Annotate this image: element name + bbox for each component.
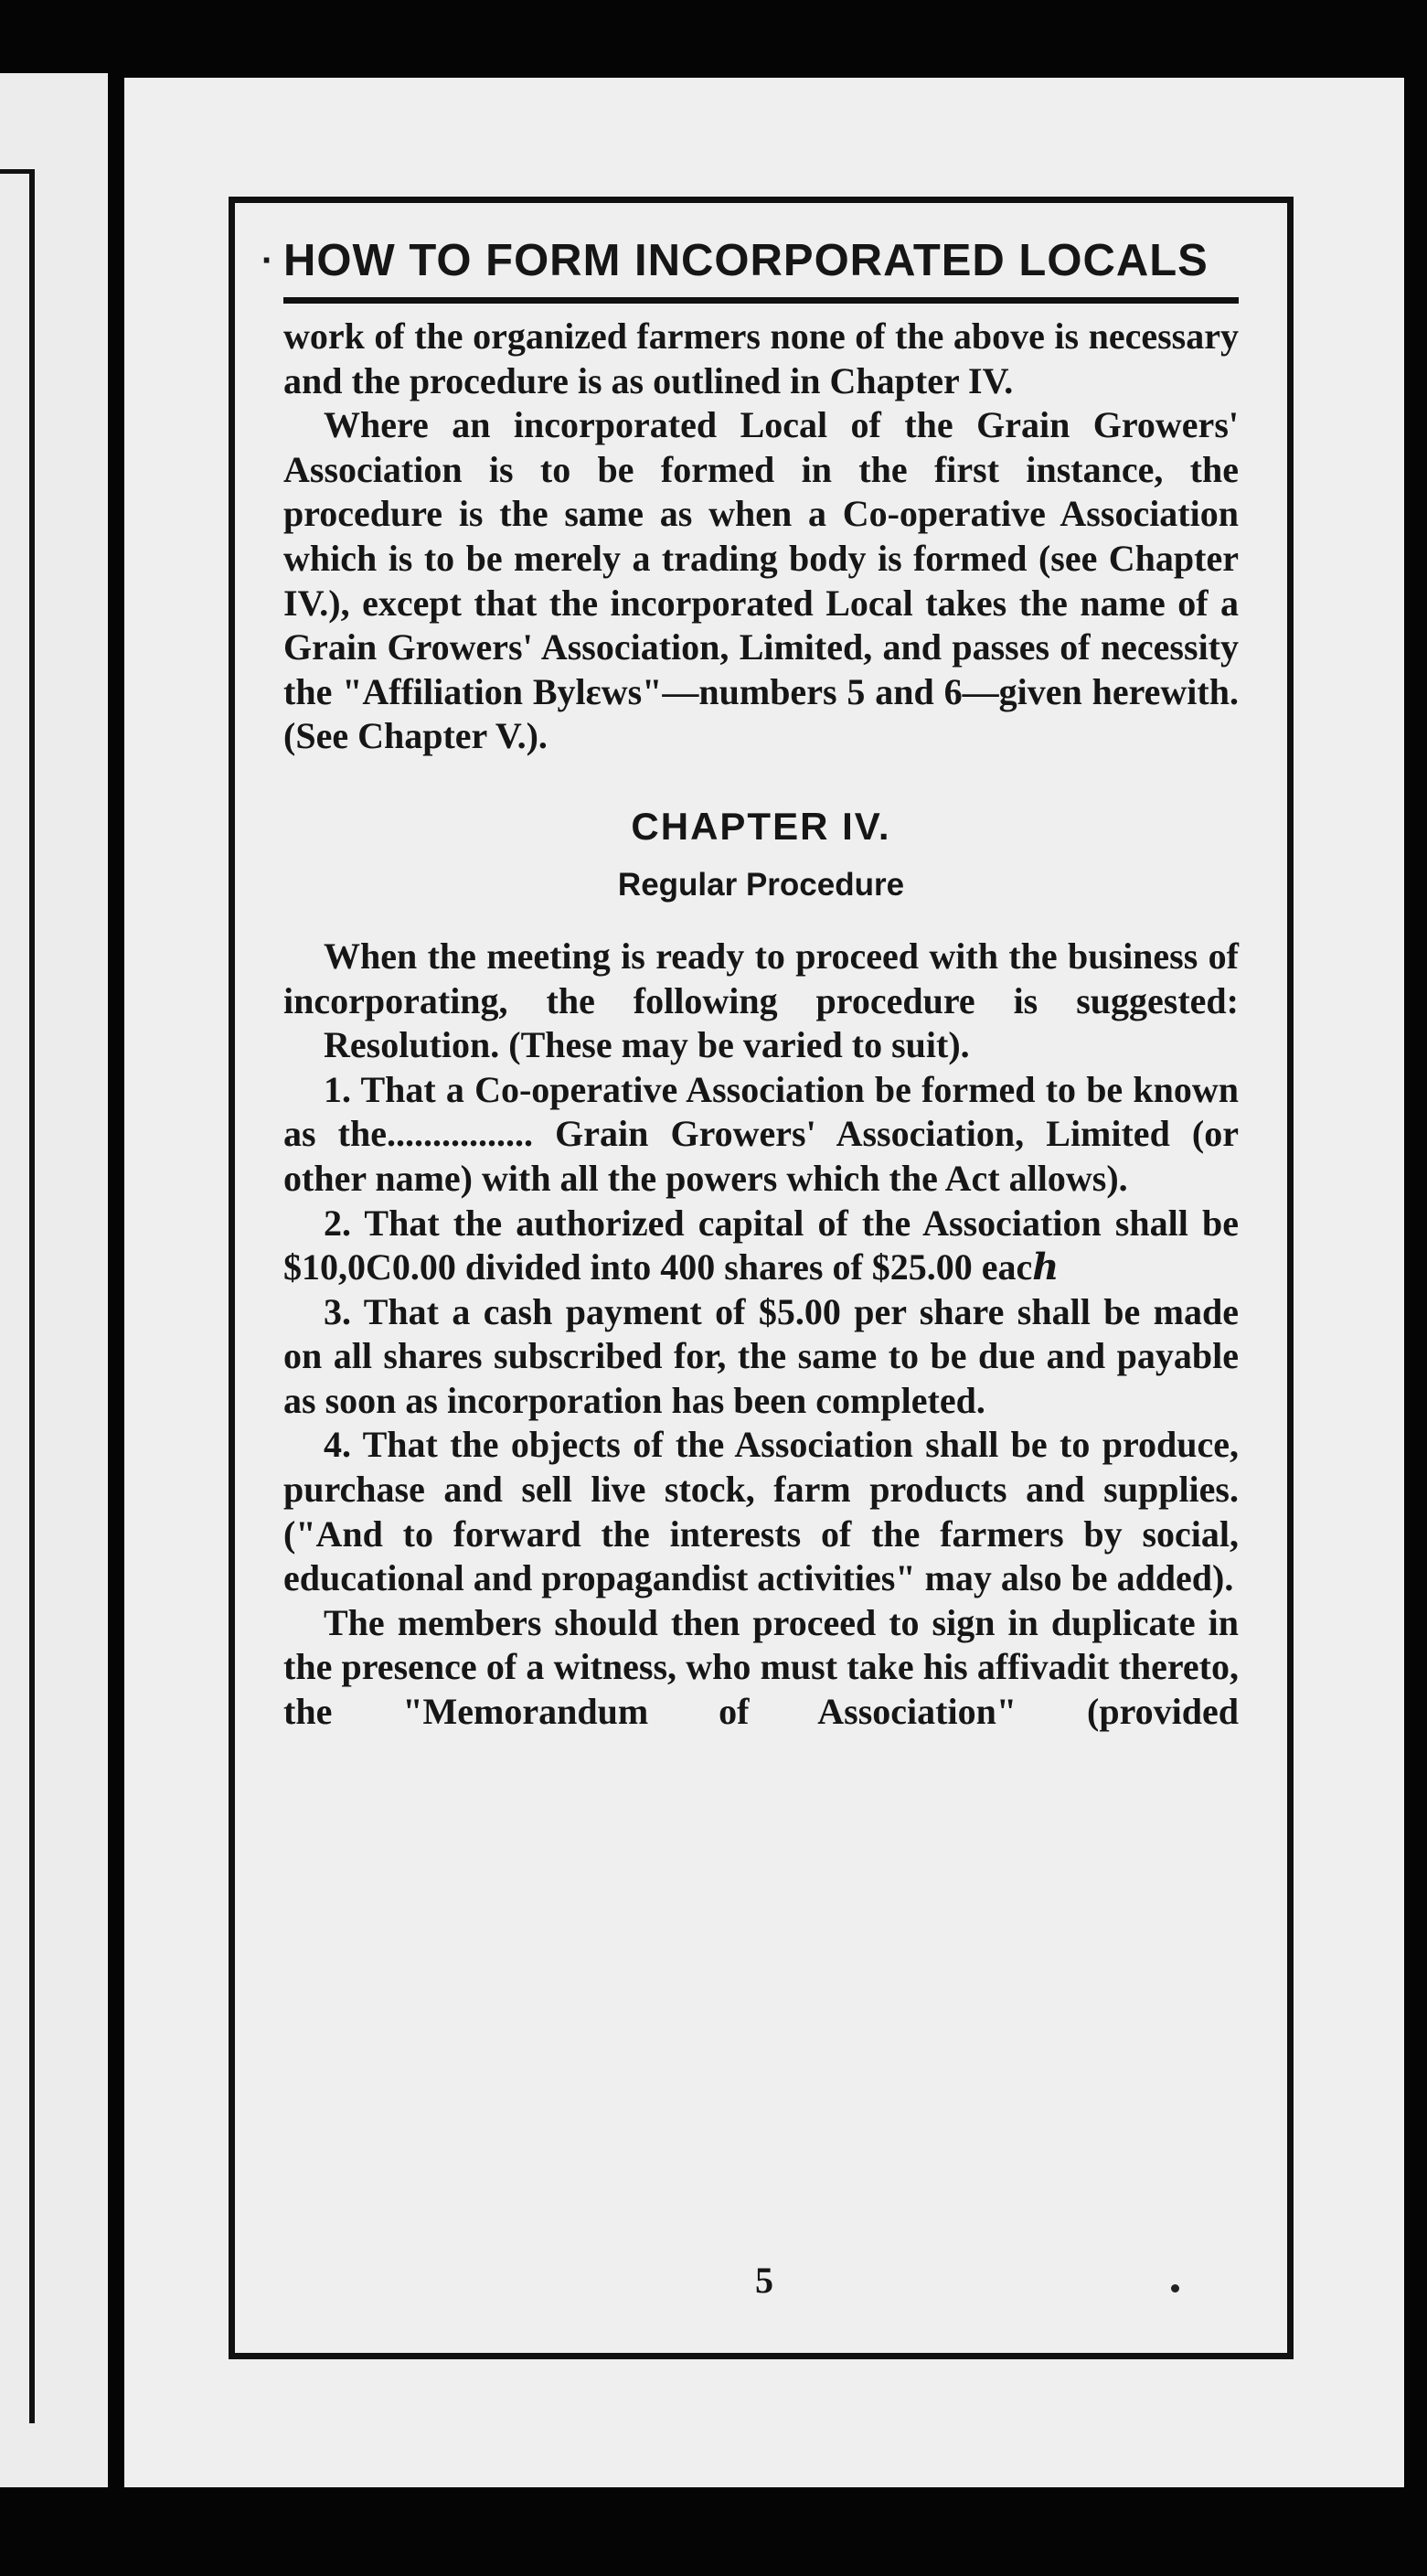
chapter-subtitle: Regular Procedure (617, 866, 905, 903)
header-bullet: · (261, 240, 275, 281)
chapter-heading: CHAPTER IV. (631, 804, 891, 848)
running-header-title: HOW TO FORM INCORPORATED LOCALS (283, 236, 1209, 285)
book-page (124, 78, 1404, 2487)
paragraph-meeting-ready: When the meeting is ready to proceed with the business of incorporating, the following procedure is suggested: (283, 935, 1239, 1021)
resolution-item-4: 4. That the objects of the Association shall be to produce, purchase and sell live stock, farm products and supplies. ("And to forward the interests of the farmers by social, educational and propagandist activities" may also be added). (283, 1424, 1239, 1599)
resolution-item-2: 2. That the authorized capital of the Association shall be $10,0C0.00 divided into 400 shares of $25.00 eacℎ (283, 1202, 1239, 1288)
running-header (261, 226, 1239, 295)
book-gutter (108, 73, 126, 2487)
page-content (261, 226, 1239, 1735)
paragraph-incorporated-local: Where an incorporated Local of the Grain Growers' Association is to be formed in the first instance, the procedure is the same as when a Co-operative Association which is to be merely a trading body is formed (see Chapter IV.), except that the incorporated Local takes the name of a Grain Growers' Association, Limited, and passes of necessity the "Affiliation Bylεws"—numbers 5 and 6—given herewith. (See Chapter V.). (283, 404, 1239, 757)
ink-speck (1171, 2284, 1179, 2293)
paragraph-resolution: Resolution. (These may be varied to suit). (324, 1024, 970, 1066)
adjacent-page-edge (0, 73, 108, 2487)
paragraph-members-sign: The members should then proceed to sign in duplicate in the presence of a witness, who must take his affivadit thereto, the "Memorandum of Association" (provided (283, 1601, 1239, 1733)
resolution-item-3: 3. That a cash payment of $5.00 per share shall be made on all shares subscribed for, the same to be due and payable as soon as incorporation has been completed. (283, 1290, 1239, 1421)
page-number: 5 (755, 2260, 773, 2301)
paragraph-continuation: work of the organized farmers none of the above is necessary and the procedure is as outlined in Chapter IV. (283, 315, 1239, 401)
resolution-item-1: 1. That a Co-operative Association be formed to be known as the................ Grain Growers' Association, Limited (or other name) with all the powers which the Act allows). (283, 1068, 1239, 1199)
adjacent-page-rule (29, 174, 35, 2423)
header-rule (283, 297, 1239, 304)
